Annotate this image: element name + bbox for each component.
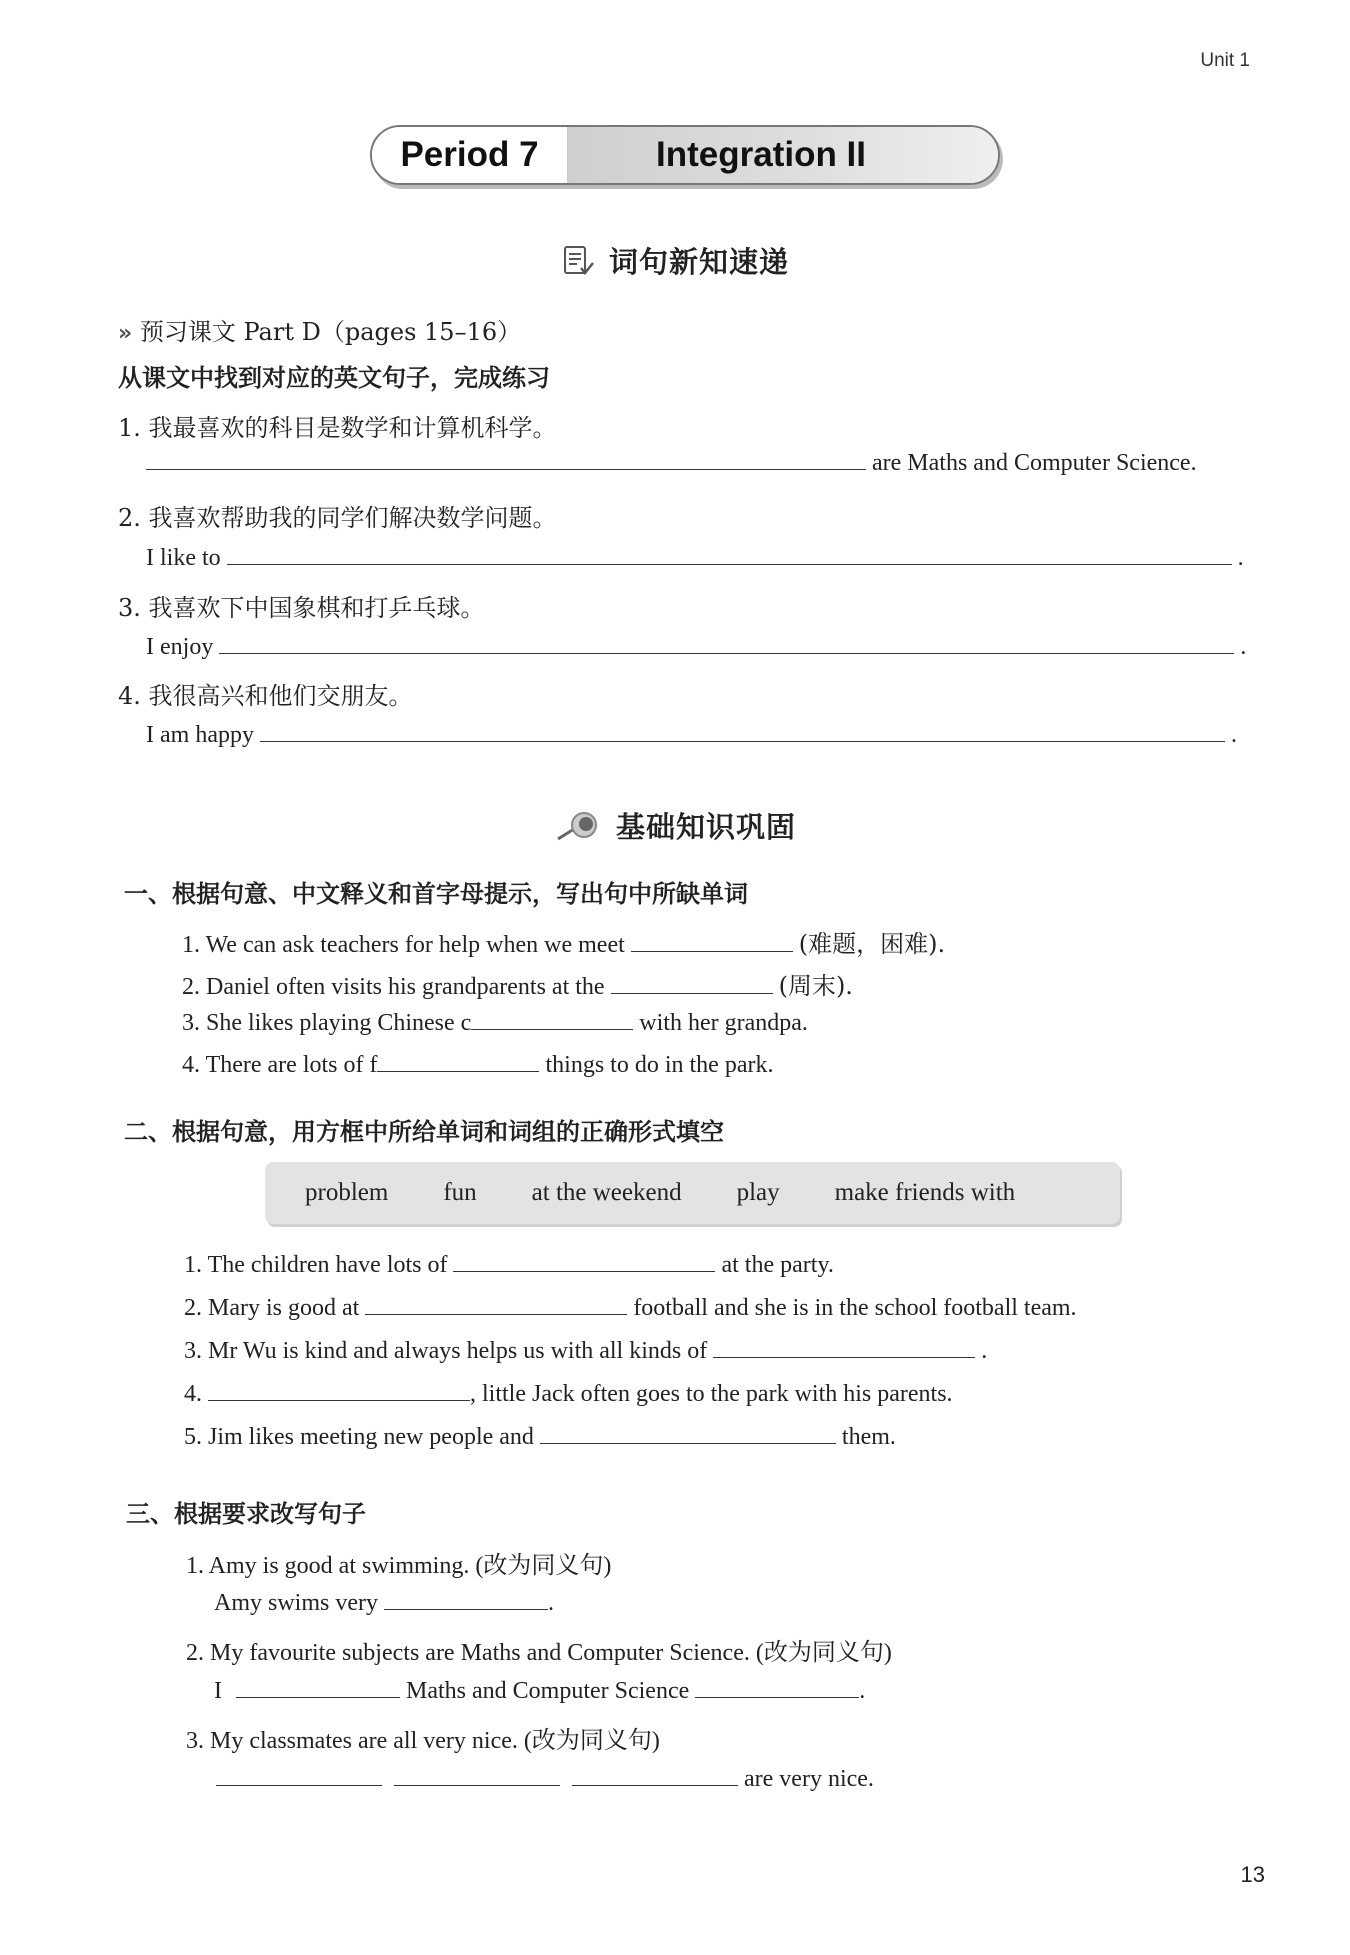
answer-blank[interactable] <box>219 632 1234 654</box>
p2-item1-before: 1. The children have lots of <box>184 1252 448 1278</box>
p1-item1-before: 1. We can ask teachers for help when we meet <box>182 932 625 958</box>
p1-item4-after: things to do in the park. <box>545 1052 774 1078</box>
answer-blank[interactable] <box>260 720 1225 742</box>
preview-line <box>118 312 521 347</box>
p2-item3-after: . <box>981 1338 988 1364</box>
period-banner <box>370 125 1000 185</box>
s1-item2-answer <box>146 543 1244 572</box>
p3-item1-answer <box>214 1588 554 1617</box>
word-problem: problem <box>305 1179 389 1206</box>
answer-blank[interactable] <box>471 1008 633 1030</box>
answer-blank[interactable] <box>216 1764 382 1786</box>
p3-item1-after: . <box>548 1590 554 1616</box>
s1-item2-prefix: I like to <box>146 545 221 571</box>
double-chevron-icon: » <box>118 321 133 346</box>
p1-item2 <box>182 966 853 1001</box>
p2-item5-before: 5. Jim likes meeting new people and <box>184 1424 534 1450</box>
s1-item2-suffix: . <box>1237 545 1244 571</box>
magnifier-icon <box>554 809 602 843</box>
p3-item2-before: I <box>214 1678 222 1704</box>
p2-item3 <box>184 1336 987 1365</box>
p3-item1-question: 1. Amy is good at swimming. (改为同义句) <box>186 1553 612 1579</box>
p2-item5 <box>184 1422 896 1451</box>
p2-item4-before: 4. <box>184 1381 202 1407</box>
part2-title: 二、根据句意，用方框中所给单词和词组的正确形式填空 <box>124 1118 724 1146</box>
word-make-friends-with: make friends with <box>834 1179 1016 1206</box>
word-play: play <box>736 1179 780 1206</box>
answer-blank[interactable] <box>572 1764 738 1786</box>
period-title: Integration II <box>656 135 866 174</box>
p3-item3-question: 3. My classmates are all very nice. (改为同义句) <box>186 1728 660 1754</box>
s1-item1-suffix: are Maths and Computer Science. <box>872 450 1197 476</box>
s1-item4-answer <box>146 720 1237 749</box>
word-at-the-weekend: at the weekend <box>531 1179 682 1206</box>
p2-item2-after: football and she is in the school football team. <box>633 1295 1077 1321</box>
answer-blank[interactable] <box>540 1422 836 1444</box>
notepad-icon <box>561 244 595 278</box>
p3-item2-question: 2. My favourite subjects are Maths and Computer Science. (改为同义句) <box>186 1640 892 1666</box>
answer-blank[interactable] <box>236 1676 400 1698</box>
p1-item1 <box>182 924 945 959</box>
p2-item3-before: 3. Mr Wu is kind and always helps us with all kinds of <box>184 1338 708 1364</box>
p3-item1-before: Amy swims very <box>214 1590 378 1616</box>
part1-title: 一、根据句意、中文释义和首字母提示，写出句中所缺单词 <box>124 880 748 908</box>
section2-heading <box>0 805 1350 846</box>
answer-blank[interactable] <box>208 1379 470 1401</box>
p1-item1-after: (难题，困难). <box>798 930 946 958</box>
p1-item3-before: 3. She likes playing Chinese c <box>182 1010 472 1036</box>
answer-blank[interactable] <box>631 930 793 952</box>
section2-title: 基础知识巩固 <box>615 810 796 844</box>
p2-item4 <box>184 1379 953 1408</box>
part3-title: 三、根据要求改写句子 <box>126 1500 366 1528</box>
answer-blank[interactable] <box>384 1588 548 1610</box>
period-label: Period 7 <box>400 135 539 174</box>
preview-text: 预习课文 Part D（pages 15–16） <box>139 318 522 346</box>
s1-item1-answer <box>146 448 1197 477</box>
s1-item3-prefix: I enjoy <box>146 634 214 660</box>
s1-item1-cn: 1. 我最喜欢的科目是数学和计算机科学。 <box>118 414 557 442</box>
p1-item3-after: with her grandpa. <box>639 1010 808 1036</box>
word-box <box>265 1162 1120 1224</box>
answer-blank[interactable] <box>695 1676 859 1698</box>
section1-heading <box>0 240 1350 281</box>
answer-blank[interactable] <box>365 1293 627 1315</box>
unit-label: Unit 1 <box>1200 50 1250 71</box>
p3-item3-after: are very nice. <box>744 1766 874 1792</box>
answer-blank[interactable] <box>146 448 866 470</box>
p3-item2-answer <box>214 1676 865 1705</box>
s1-item4-suffix: . <box>1230 722 1237 748</box>
section1-instruction: 从课文中找到对应的英文句子，完成练习 <box>118 364 550 392</box>
p2-item2-before: 2. Mary is good at <box>184 1295 360 1321</box>
p2-item1 <box>184 1250 834 1279</box>
p1-item2-before: 2. Daniel often visits his grandparents at the <box>182 974 605 1000</box>
p1-item2-after: (周末). <box>778 972 853 1000</box>
p2-item5-after: them. <box>841 1424 896 1450</box>
answer-blank[interactable] <box>713 1336 975 1358</box>
p1-item4 <box>182 1050 773 1079</box>
s1-item3-cn: 3. 我喜欢下中国象棋和打乒乓球。 <box>118 594 485 622</box>
s1-item4-cn: 4. 我很高兴和他们交朋友。 <box>118 682 413 710</box>
page-number: 13 <box>1240 1862 1265 1887</box>
period-label-box <box>372 127 568 183</box>
p2-item2 <box>184 1293 1077 1322</box>
s1-item2-cn: 2. 我喜欢帮助我的同学们解决数学问题。 <box>118 504 557 532</box>
answer-blank[interactable] <box>611 972 773 994</box>
p3-item3-answer <box>216 1764 874 1793</box>
section1-title: 词句新知速递 <box>608 245 789 279</box>
period-title-box <box>568 127 998 183</box>
p1-item4-before: 4. There are lots of f <box>182 1052 378 1078</box>
answer-blank[interactable] <box>394 1764 560 1786</box>
p3-item2-mid: Maths and Computer Science <box>406 1678 690 1704</box>
s1-item4-prefix: I am happy <box>146 722 254 748</box>
answer-blank[interactable] <box>377 1050 539 1072</box>
answer-blank[interactable] <box>227 543 1232 565</box>
p2-item1-after: at the party. <box>721 1252 834 1278</box>
p2-item4-after: , little Jack often goes to the park with his parents. <box>470 1381 953 1407</box>
s1-item3-answer <box>146 632 1246 661</box>
p1-item3 <box>182 1008 808 1037</box>
s1-item3-suffix: . <box>1240 634 1247 660</box>
p3-item2-after: . <box>859 1678 866 1704</box>
answer-blank[interactable] <box>453 1250 715 1272</box>
word-fun: fun <box>443 1179 477 1206</box>
